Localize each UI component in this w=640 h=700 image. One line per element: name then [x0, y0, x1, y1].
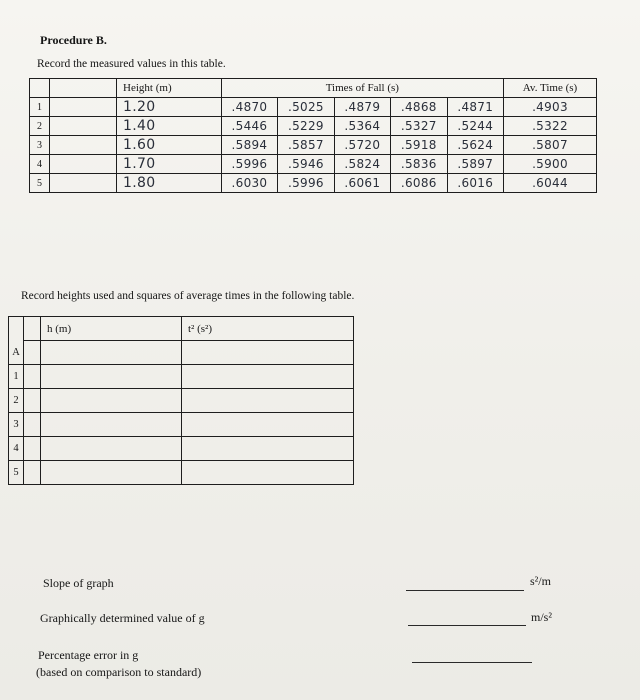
row-number: 1	[9, 365, 24, 389]
t-squared-value-cell[interactable]	[182, 437, 354, 461]
time-value[interactable]: .5996	[221, 155, 277, 174]
row-number: 3	[9, 413, 24, 437]
spacer-cell	[49, 155, 116, 174]
average-time-value[interactable]: .5322	[503, 117, 596, 136]
time-value[interactable]: .5836	[391, 155, 447, 174]
g-value-label: Graphically determined value of g	[40, 611, 205, 625]
g-unit: m/s²	[531, 610, 552, 624]
height-value[interactable]: 1.20	[117, 98, 222, 117]
height-value[interactable]: 1.60	[117, 136, 222, 155]
t-squared-value-cell[interactable]	[182, 365, 354, 389]
time-value[interactable]: .5824	[334, 155, 390, 174]
spacer-cell	[49, 98, 116, 117]
time-value[interactable]: .5025	[278, 98, 334, 117]
average-time-value[interactable]: .4903	[503, 98, 596, 117]
percentage-error-answer-line[interactable]	[412, 662, 532, 663]
spacer-cell	[24, 437, 41, 461]
time-value[interactable]: .6086	[391, 174, 447, 193]
spacer-cell	[49, 174, 116, 193]
time-value[interactable]: .4871	[447, 98, 503, 117]
average-time-value[interactable]: .5807	[503, 136, 596, 155]
table-row	[9, 461, 354, 485]
spacer-cell	[24, 341, 41, 365]
table-row	[9, 437, 354, 461]
h-value-cell[interactable]	[41, 389, 182, 413]
time-value[interactable]: .6016	[447, 174, 503, 193]
table-row	[9, 365, 354, 389]
spacer-cell	[49, 79, 116, 98]
instruction-measured-values: Record the measured values in this table.	[37, 58, 226, 70]
spacer-cell	[24, 317, 41, 341]
spacer-cell	[49, 136, 116, 155]
t-squared-value-cell[interactable]	[182, 461, 354, 485]
time-value[interactable]: .5327	[391, 117, 447, 136]
times-of-fall-header: Times of Fall (s)	[221, 79, 503, 98]
row-number: 2	[9, 389, 24, 413]
section-heading: Procedure B.	[40, 33, 107, 47]
corner-cell	[30, 79, 50, 98]
instruction-squares-table: Record heights used and squares of average times in the following table.	[21, 290, 355, 302]
t-squared-value-cell[interactable]	[182, 413, 354, 437]
table-row	[9, 389, 354, 413]
t-squared-value-cell[interactable]	[182, 389, 354, 413]
time-value[interactable]: .5229	[278, 117, 334, 136]
height-value[interactable]: 1.40	[117, 117, 222, 136]
row-number: 2	[30, 117, 50, 136]
height-value[interactable]: 1.70	[117, 155, 222, 174]
table-row	[30, 136, 597, 155]
time-value[interactable]: .5996	[278, 174, 334, 193]
percentage-error-label: Percentage error in g	[38, 648, 139, 662]
height-header: Height (m)	[117, 79, 222, 98]
t-squared-header: t² (s²)	[182, 317, 354, 341]
average-time-value[interactable]: .5900	[503, 155, 596, 174]
percentage-error-note: (based on comparison to standard)	[36, 665, 202, 679]
row-number: 3	[30, 136, 50, 155]
table-header-row	[30, 79, 597, 98]
time-value[interactable]: .5918	[391, 136, 447, 155]
time-value[interactable]: .4879	[334, 98, 390, 117]
slope-unit: s²/m	[530, 574, 551, 588]
table-row	[30, 174, 597, 193]
row-number: 5	[9, 461, 24, 485]
time-value[interactable]: .5364	[334, 117, 390, 136]
time-value[interactable]: .5446	[221, 117, 277, 136]
spacer-cell	[24, 389, 41, 413]
slope-label: Slope of graph	[43, 576, 114, 590]
time-value[interactable]: .5720	[334, 136, 390, 155]
time-value[interactable]: .4870	[221, 98, 277, 117]
g-answer-line[interactable]	[408, 625, 526, 626]
time-value[interactable]: .6030	[221, 174, 277, 193]
measured-values-table	[29, 78, 597, 193]
time-value[interactable]: .5897	[447, 155, 503, 174]
row-number: 1	[30, 98, 50, 117]
time-value[interactable]: .5624	[447, 136, 503, 155]
h-value-cell[interactable]	[41, 365, 182, 389]
row-number: 4	[30, 155, 50, 174]
table-row	[9, 413, 354, 437]
table-header-row	[9, 317, 354, 341]
average-time-header: Av. Time (s)	[503, 79, 596, 98]
spacer-cell	[49, 117, 116, 136]
time-value[interactable]: .4868	[391, 98, 447, 117]
time-value[interactable]: .5857	[278, 136, 334, 155]
time-value[interactable]: .6061	[334, 174, 390, 193]
h-header: h (m)	[41, 317, 182, 341]
spacer-cell	[24, 413, 41, 437]
table-row	[30, 117, 597, 136]
slope-answer-line[interactable]	[406, 590, 524, 591]
spacer-cell	[24, 365, 41, 389]
h-value-cell[interactable]	[41, 413, 182, 437]
t-squared-value-cell[interactable]	[182, 341, 354, 365]
squares-table	[8, 316, 354, 485]
table-row	[30, 98, 597, 117]
average-time-value[interactable]: .6044	[503, 174, 596, 193]
h-value-cell[interactable]	[41, 437, 182, 461]
corner-cell	[9, 317, 24, 341]
height-value[interactable]: 1.80	[117, 174, 222, 193]
h-value-cell[interactable]	[41, 341, 182, 365]
row-number: 5	[30, 174, 50, 193]
time-value[interactable]: .5946	[278, 155, 334, 174]
corner-label: A	[9, 341, 24, 365]
table-row	[9, 341, 354, 365]
spacer-cell	[24, 461, 41, 485]
time-value[interactable]: .5244	[447, 117, 503, 136]
h-value-cell[interactable]	[41, 461, 182, 485]
table-row	[30, 155, 597, 174]
row-number: 4	[9, 437, 24, 461]
time-value[interactable]: .5894	[221, 136, 277, 155]
